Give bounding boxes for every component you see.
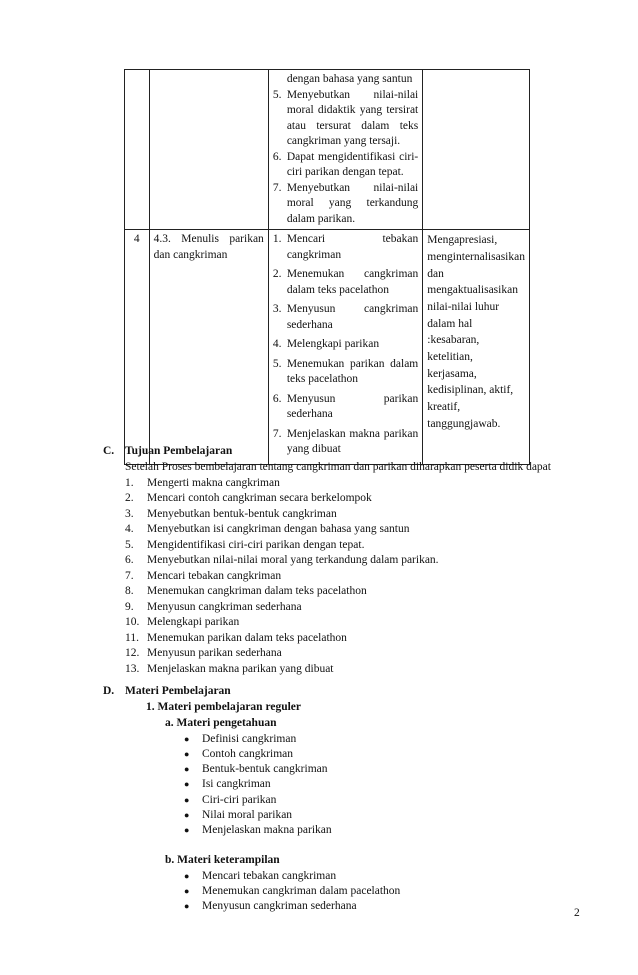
section-intro: Setelah Proses bembelajaran tentang cangkriman dan parikan diharapkan peserta didik dapat: [125, 460, 551, 473]
section-heading: [103, 444, 543, 460]
item-text: Menyebutkan nilai-nilai moral yang terkandung dalam parikan.: [286, 181, 419, 225]
objectives-cell: [268, 230, 422, 465]
item-text: Melengkapi parikan: [147, 616, 240, 629]
item-number: 12.: [125, 647, 140, 660]
table-cell: [125, 70, 150, 230]
bullet-list: [103, 732, 543, 839]
subsection-title: a. Materi pengetahuan: [165, 716, 277, 729]
section-heading: [103, 684, 543, 700]
learning-table: [124, 69, 530, 465]
bullet-icon: ●: [184, 870, 190, 881]
list-item: [184, 793, 543, 808]
item-number: 9.: [125, 600, 134, 613]
item-number: 7.: [272, 181, 282, 194]
item-text: Menemukan parikan dalam teks pacelathon: [286, 357, 419, 386]
item-text: Mencari tebakan cangkriman: [202, 869, 337, 882]
list-item: [125, 538, 543, 554]
row-number: 4: [125, 230, 150, 465]
objectives-cell: [268, 70, 422, 230]
item-number: 6.: [125, 554, 134, 567]
objective-item: [273, 181, 418, 228]
item-number: [273, 72, 287, 88]
list-item: [184, 899, 543, 914]
bullet-icon: ●: [184, 885, 190, 896]
item-number: 6.: [272, 392, 282, 405]
list-item: [125, 646, 543, 662]
item-number: 3.: [272, 303, 282, 316]
section-c: [103, 444, 551, 677]
item-number: 5.: [125, 538, 134, 551]
item-text: Definisi cangkriman: [202, 732, 297, 745]
page-number: 2: [574, 907, 580, 919]
objective-item: [273, 392, 418, 423]
item-text: dengan bahasa yang santun: [286, 73, 413, 85]
item-number: 4.: [272, 338, 282, 351]
table-cell: [149, 70, 268, 230]
subsection-title: b. Materi keterampilan: [165, 853, 280, 866]
objectives-list: [273, 232, 418, 458]
table-row: [125, 70, 530, 230]
list-item: [184, 823, 543, 838]
objective-item: [273, 267, 418, 298]
table-cell: [423, 70, 530, 230]
bullet-icon: ●: [184, 810, 190, 820]
item-number: 10.: [125, 616, 140, 629]
item-text: Menyusun parikan sederhana: [147, 647, 282, 660]
item-text: Melengkapi parikan: [286, 338, 380, 351]
item-text: Menemukan cangkriman dalam teks pacelathon: [147, 585, 367, 598]
item-number: 7.: [125, 569, 134, 582]
bullet-icon: ●: [184, 733, 190, 744]
item-number: 6.: [272, 150, 282, 163]
item-number: 5.: [272, 88, 282, 101]
list-item: [125, 569, 543, 585]
list-item: [125, 600, 543, 616]
bullet-icon: ●: [184, 764, 190, 775]
objective-item: [273, 232, 418, 263]
item-number: 1.: [125, 476, 134, 489]
item-text: Menyusun cangkriman sederhana: [147, 600, 302, 613]
item-text: Menjelaskan makna parikan: [202, 824, 332, 837]
list-item: [184, 869, 543, 884]
list-item: [125, 662, 543, 678]
bullet-list: [103, 869, 543, 915]
list-item: [125, 553, 543, 569]
item-number: 7.: [272, 427, 282, 440]
section-letter: D.: [103, 685, 115, 697]
item-text: Mencari contoh cangkriman secara berkelompok: [147, 492, 372, 505]
item-number: 13.: [125, 662, 140, 675]
item-text: Isi cangkriman: [202, 778, 271, 791]
table-row: [125, 230, 530, 465]
list-item: [125, 507, 543, 523]
item-text: Menyebutkan nilai-nilai moral yang terkandung dalam parikan.: [147, 554, 439, 567]
bullet-icon: ●: [184, 794, 190, 805]
objective-item: [273, 337, 418, 353]
item-text: Menyusun parikan sederhana: [286, 392, 419, 421]
item-text: Menemukan cangkriman dalam teks pacelathon: [286, 268, 419, 296]
list-item: [184, 762, 543, 777]
item-number: 4.: [125, 523, 134, 536]
item-text: Menjelaskan makna parikan yang dibuat: [147, 662, 334, 675]
item-text: Menyusun cangkriman sederhana: [286, 303, 419, 331]
item-text: Dapat mengidentifikasi ciri-ciri parikan dengan tepat.: [286, 150, 419, 179]
item-number: 5.: [272, 357, 282, 370]
section-d: [103, 684, 543, 914]
section-title: Tujuan Pembelajaran: [125, 445, 233, 457]
item-text: Menjelaskan makna parikan yang dibuat: [286, 427, 419, 456]
item-number: 3.: [125, 507, 134, 520]
bullet-icon: ●: [184, 779, 190, 790]
subsection-title: 1. Materi pembelajaran reguler: [146, 700, 301, 713]
item-text: Bentuk-bentuk cangkriman: [202, 763, 328, 776]
objective-item: [273, 88, 418, 150]
item-text: Contoh cangkriman: [202, 747, 294, 760]
list-item: [125, 615, 543, 631]
list-item: [184, 777, 543, 792]
item-number: 11.: [125, 631, 139, 644]
list-item: [125, 476, 543, 492]
item-number: 2.: [125, 492, 134, 505]
item-text: Mencari tebakan cangkriman: [147, 569, 282, 582]
item-text: Mengerti makna cangkriman: [147, 476, 280, 489]
list-item: [184, 884, 543, 899]
section-letter: C.: [103, 445, 115, 457]
list-item: [125, 522, 543, 538]
bullet-icon: ●: [184, 825, 190, 836]
item-text: Nilai moral parikan: [202, 809, 293, 821]
list-item: [184, 747, 543, 762]
item-text: Menyebutkan bentuk-bentuk cangkriman: [147, 507, 337, 520]
list-item: [184, 732, 543, 747]
item-number: 8.: [125, 585, 134, 598]
objective-item: [273, 150, 418, 181]
section-title: Materi Pembelajaran: [125, 685, 231, 697]
character-cell: Mengapresiasi, menginternalisasikan dan mengaktualisasikan nilai-nilai luhur dalam hal :kesabaran, ketelitian, kerjasama, kedisiplinan, aktif, kreatif, tanggungjawab.: [423, 230, 530, 465]
item-text: Menyebutkan nilai-nilai moral didaktik yang tersirat atau tersurat dalam teks cangkriman yang tersaji.: [286, 88, 419, 148]
item-number: 1.: [272, 233, 282, 246]
objectives-list: [125, 476, 543, 678]
item-text: Mencari tebakan cangkriman: [286, 233, 419, 261]
item-text: Menemukan cangkriman dalam pacelathon: [202, 884, 401, 897]
bullet-icon: ●: [184, 901, 190, 912]
objective-item: [273, 72, 418, 88]
item-text: Mengidentifikasi ciri-ciri parikan dengan tepat.: [147, 538, 365, 551]
list-item: [125, 584, 543, 600]
list-item: [125, 491, 543, 507]
item-number: 2.: [272, 268, 282, 281]
bullet-icon: ●: [184, 748, 190, 759]
objectives-list: [273, 72, 418, 227]
objective-item: [273, 302, 418, 333]
item-text: Menyusun cangkriman sederhana: [202, 900, 357, 913]
item-text: Menyebutkan isi cangkriman dengan bahasa yang santun: [147, 523, 410, 536]
item-text: Ciri-ciri parikan: [202, 793, 277, 806]
list-item: [184, 808, 543, 823]
list-item: [125, 631, 543, 647]
objective-item: [273, 357, 418, 388]
competency-cell: 4.3. Menulis parikan dan cangkriman: [149, 230, 268, 465]
item-text: Menemukan parikan dalam teks pacelathon: [147, 631, 347, 644]
